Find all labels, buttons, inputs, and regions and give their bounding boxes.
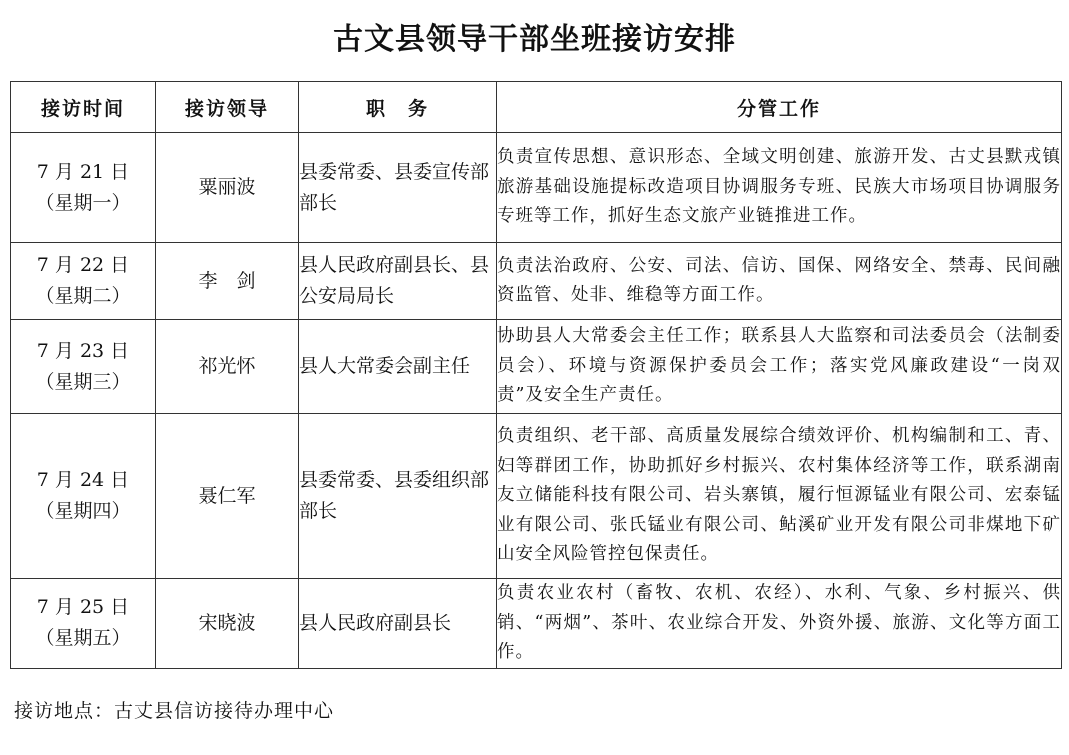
table-row bbox=[11, 414, 1062, 579]
weekday-text: （星期二） bbox=[35, 285, 131, 307]
time-cell bbox=[11, 243, 156, 320]
header-duties: 分管工作 bbox=[497, 82, 1062, 133]
duties-text: 负责农业农村（畜牧、农机、农经）、水利、气象、乡村振兴、供销、“两烟”、茶叶、农业综合开发、外资外援、旅游、文化等方面工作。 bbox=[497, 579, 1062, 669]
table-row bbox=[11, 133, 1062, 243]
leader-name: 聂仁军 bbox=[156, 414, 299, 579]
table-row bbox=[11, 320, 1062, 414]
date-text: 7 月 23 日 bbox=[36, 339, 130, 362]
position-text: 县人大常委会副主任 bbox=[299, 320, 497, 414]
reception-location: 接访地点：古丈县信访接待办理中心 bbox=[14, 700, 335, 722]
date-text: 7 月 25 日 bbox=[36, 596, 130, 619]
header-row bbox=[11, 82, 1062, 133]
duties-text: 负责组织、老干部、高质量发展综合绩效评价、机构编制和工、青、妇等群团工作，协助抓好乡村振兴、农村集体经济等工作，联系湖南友立储能科技有限公司、岩头寨镇，履行恒源锰业有限公司、宏泰锰业有限公司、张氏锰业有限公司、鲇溪矿业开发有限公司非煤地下矿山安全风险管控包保责任。 bbox=[497, 414, 1062, 579]
leader-name: 祁光怀 bbox=[156, 320, 299, 414]
date-text: 7 月 22 日 bbox=[36, 254, 130, 276]
position-text: 县人民政府副县长、县公安局局长 bbox=[299, 243, 497, 320]
header-position: 职 务 bbox=[299, 82, 497, 133]
leader-name: 李 剑 bbox=[156, 243, 299, 320]
duties-text: 协助县人大常委会主任工作；联系县人大监察和司法委员会（法制委员会）、环境与资源保护委员会工作；落实党风廉政建设“一岗双责”及安全生产责任。 bbox=[497, 320, 1062, 414]
position-text: 县委常委、县委组织部部长 bbox=[299, 414, 497, 579]
weekday-text: （星期四） bbox=[35, 500, 131, 522]
duties-text: 负责法治政府、公安、司法、信访、国保、网络安全、禁毒、民间融资监管、处非、维稳等方面工作。 bbox=[497, 243, 1062, 320]
weekday-text: （星期三） bbox=[35, 370, 131, 393]
header-time: 接访时间 bbox=[11, 82, 156, 133]
weekday-text: （星期五） bbox=[35, 627, 131, 650]
schedule-table bbox=[10, 81, 1062, 669]
time-cell bbox=[11, 579, 156, 669]
weekday-text: （星期一） bbox=[35, 191, 131, 214]
position-text: 县人民政府副县长 bbox=[299, 579, 497, 669]
leader-name: 宋晓波 bbox=[156, 579, 299, 669]
date-text: 7 月 24 日 bbox=[36, 469, 130, 491]
position-text: 县委常委、县委宣传部部长 bbox=[299, 133, 497, 243]
table-row bbox=[11, 579, 1062, 669]
time-cell bbox=[11, 414, 156, 579]
header-leader: 接访领导 bbox=[156, 82, 299, 133]
table-row bbox=[11, 243, 1062, 320]
leader-name: 粟丽波 bbox=[156, 133, 299, 243]
time-cell bbox=[11, 133, 156, 243]
page-title: 古文县领导干部坐班接访安排 bbox=[333, 22, 736, 57]
duties-text: 负责宣传思想、意识形态、全域文明创建、旅游开发、古丈县默戎镇旅游基础设施提标改造项目协调服务专班、民族大市场项目协调服务专班等工作，抓好生态文旅产业链推进工作。 bbox=[497, 133, 1062, 243]
time-cell bbox=[11, 320, 156, 414]
date-text: 7 月 21 日 bbox=[36, 160, 130, 183]
